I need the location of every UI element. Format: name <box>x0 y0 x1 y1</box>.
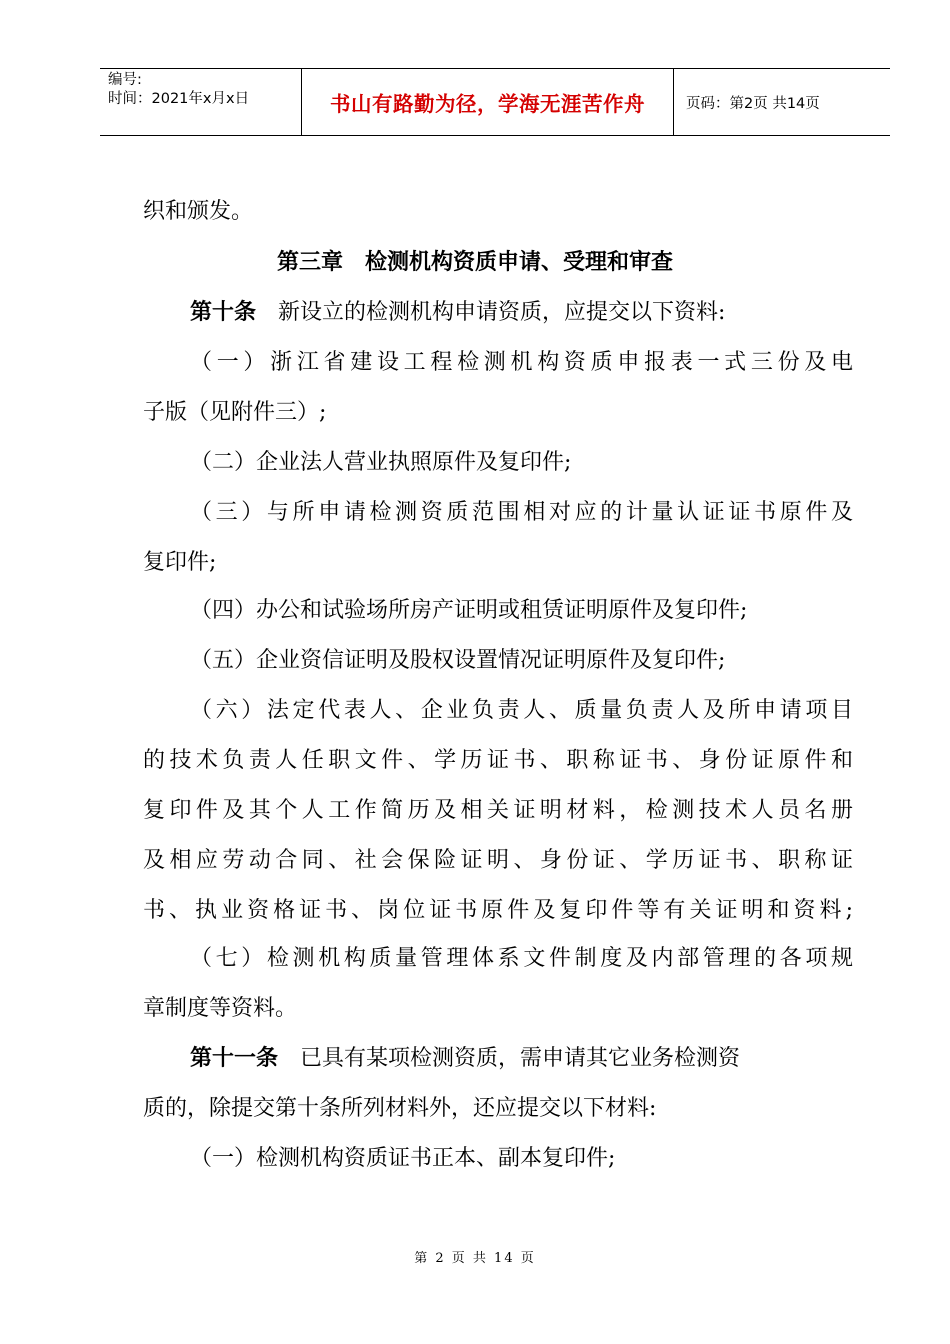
header-meta <box>100 69 302 135</box>
item-6-line-c: 复印件及其个人工作简历及相关证明材料，检测技术人员名册 <box>143 798 853 823</box>
document-time-label: 时间：2021年x月x日 <box>108 91 250 107</box>
article-10 <box>190 298 853 328</box>
article-11-label: 第十一条 <box>190 1046 279 1071</box>
article-11-item-1: （一）检测机构资质证书正本、副本复印件; <box>190 1146 616 1171</box>
page-footer: 第 2 页 共 14 页 <box>414 1251 536 1266</box>
document-number-label: 编号: <box>108 72 142 88</box>
article-10-label: 第十条 <box>190 300 257 325</box>
article-11-text: 已具有某项检测资质，需申请其它业务检测资 <box>278 1046 741 1071</box>
header-motto: 书山有路勤为径，学海无涯苦作舟 <box>302 69 674 135</box>
article-11-line-b: 质的，除提交第十条所列材料外，还应提交以下材料: <box>143 1096 657 1121</box>
item-1-line-a: （一）浙江省建设工程检测机构资质申报表一式三份及电 <box>190 350 853 375</box>
item-4: （四）办公和试验场所房产证明或租赁证明原件及复印件; <box>190 598 748 623</box>
item-7-line-b: 章制度等资料。 <box>143 996 298 1021</box>
item-6-line-d: 及相应劳动合同、社会保险证明、身份证、学历证书、职称证 <box>143 848 853 873</box>
chapter-title: 第三章 检测机构资质申请、受理和审查 <box>276 250 673 275</box>
header-page-info: 页码：第2页 共14页 <box>686 95 820 112</box>
item-5: （五）企业资信证明及股权设置情况证明原件及复印件; <box>190 648 726 673</box>
item-1-line-b: 子版（见附件三）; <box>143 400 327 425</box>
item-6-line-b: 的技术负责人任职文件、学历证书、职称证书、身份证原件和 <box>143 748 853 773</box>
item-6-line-e: 书、执业资格证书、岗位证书原件及复印件等有关证明和资料; <box>143 898 853 923</box>
article-10-text: 新设立的检测机构申请资质，应提交以下资料: <box>256 300 726 325</box>
item-3-line-a: （三）与所申请检测资质范围相对应的计量认证证书原件及 <box>190 500 853 525</box>
item-3-line-b: 复印件; <box>143 550 217 575</box>
item-2: （二）企业法人营业执照原件及复印件; <box>190 450 572 475</box>
text-line-continuation: 织和颁发。 <box>143 199 254 224</box>
item-7-line-a: （七）检测机构质量管理体系文件制度及内部管理的各项规 <box>190 946 853 971</box>
article-11 <box>190 1044 853 1074</box>
page-header <box>100 68 890 136</box>
item-6-line-a: （六）法定代表人、企业负责人、质量负责人及所申请项目 <box>190 698 853 723</box>
